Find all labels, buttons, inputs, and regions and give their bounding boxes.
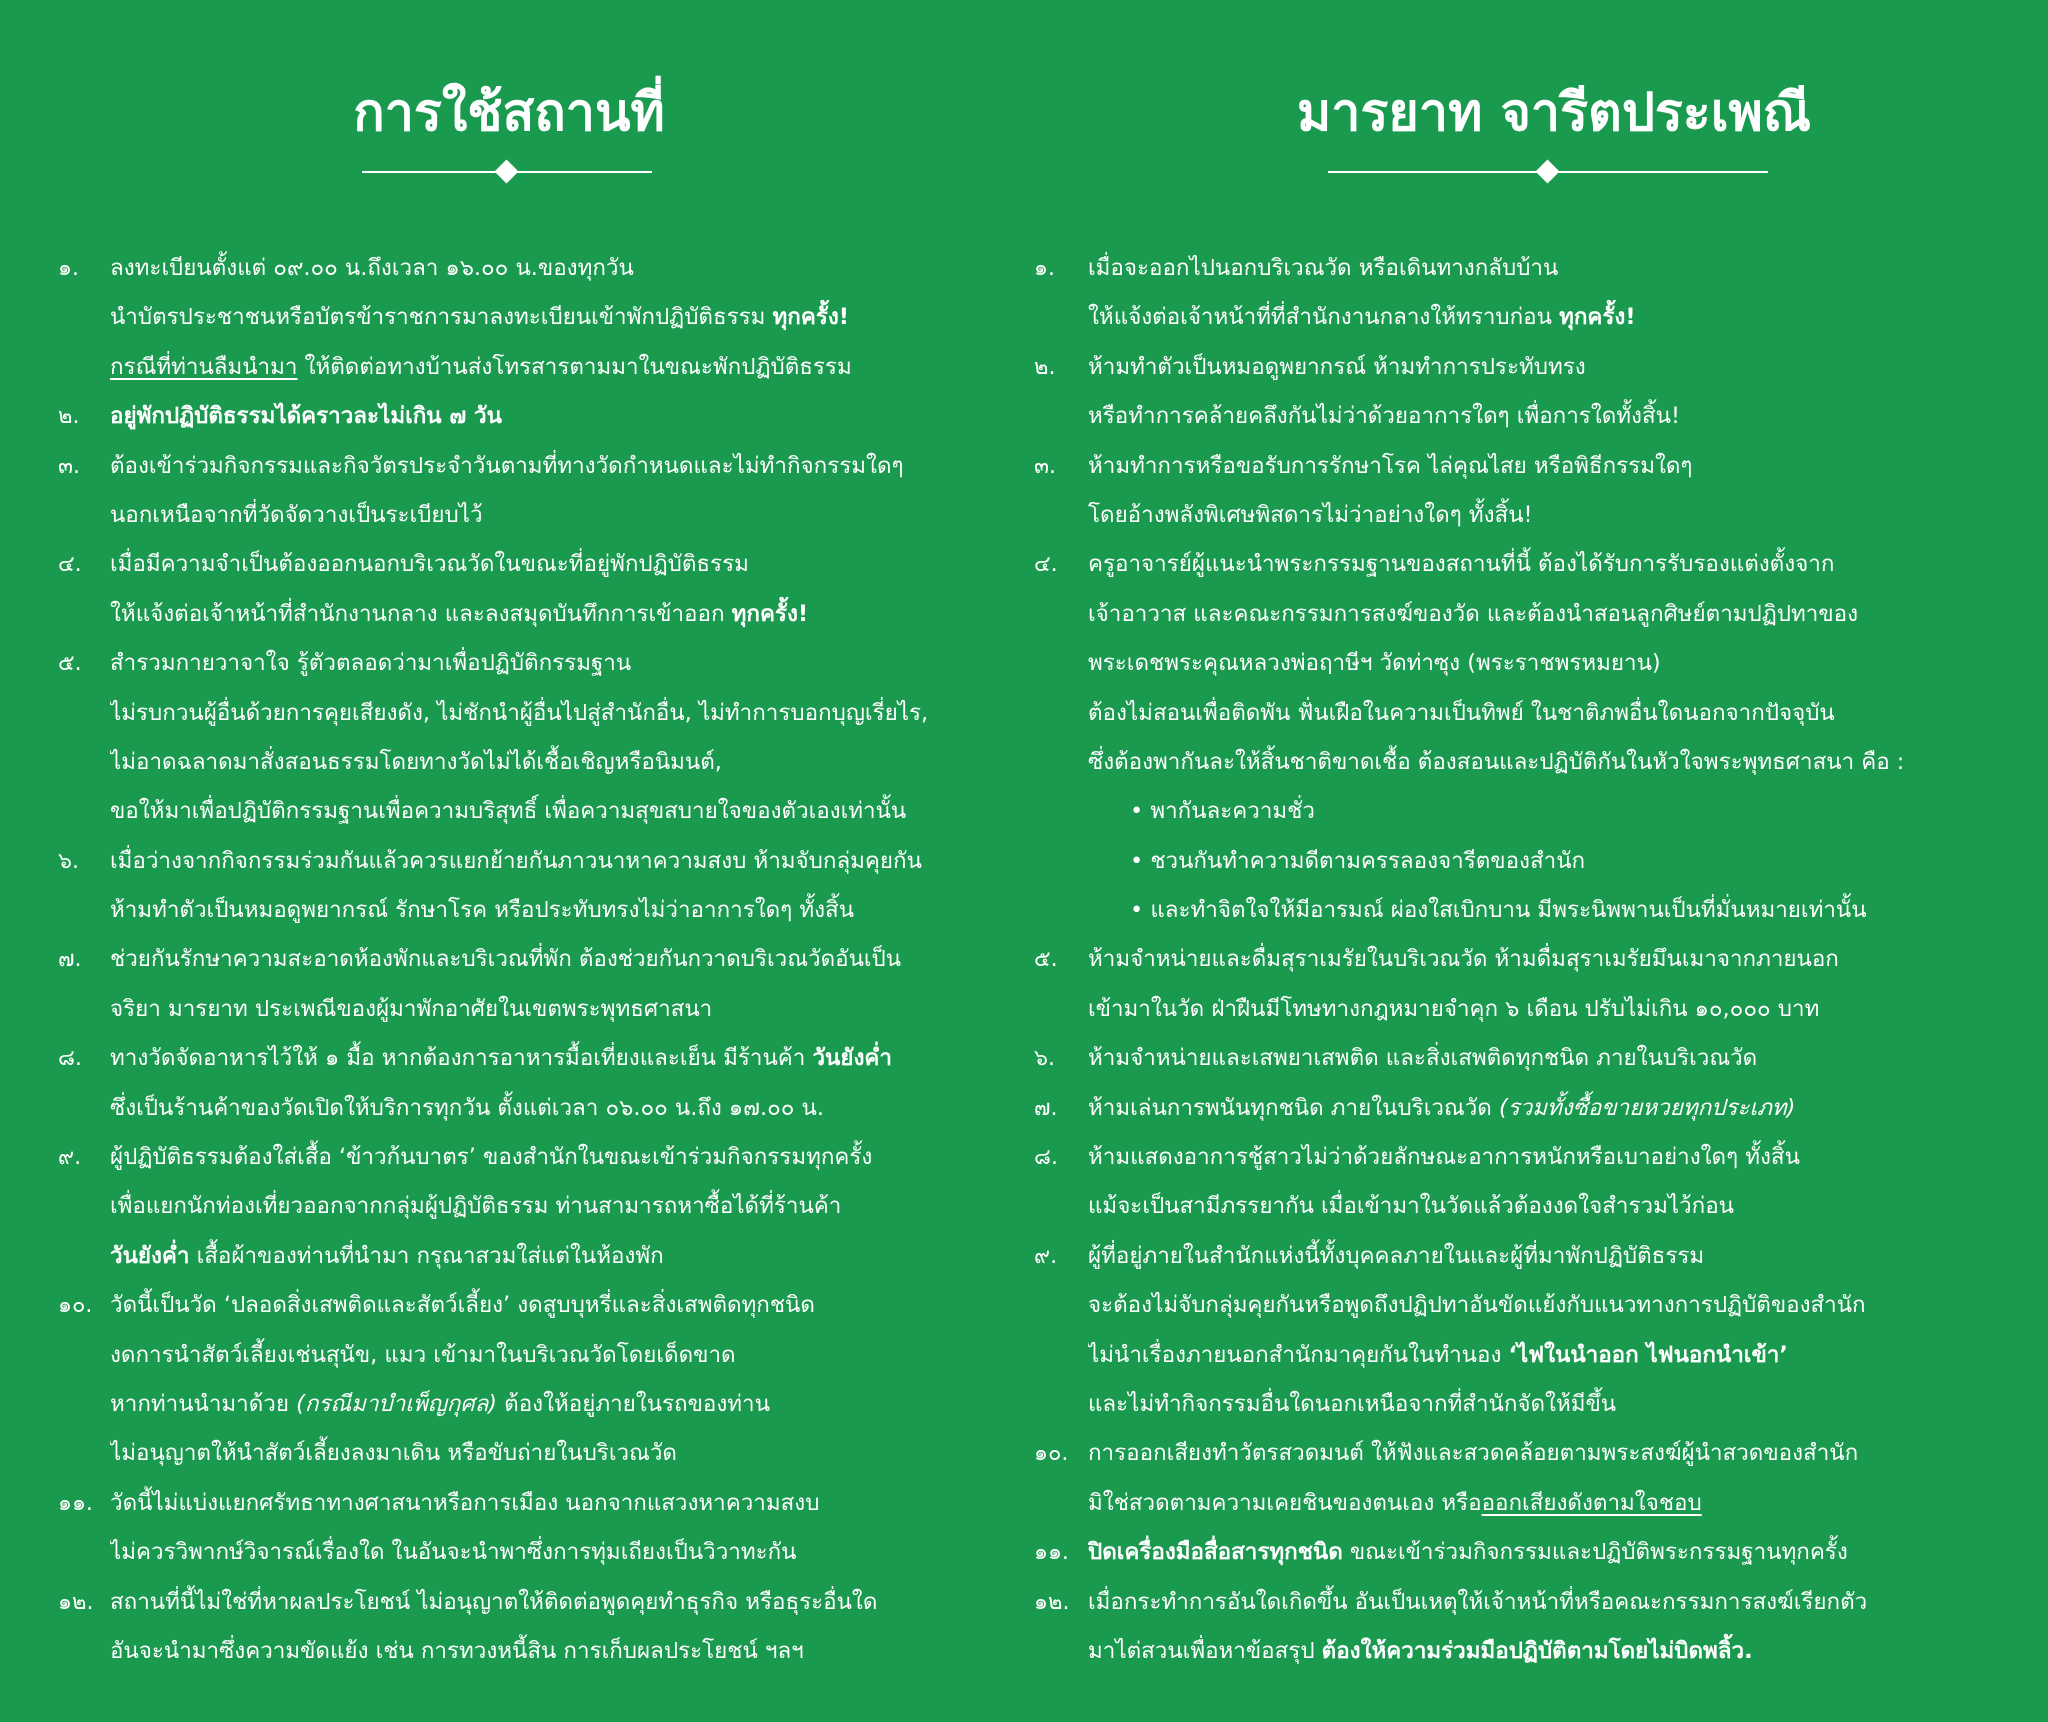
rule-number: ๑. [1034,256,1055,281]
rule-line: เมื่อกระทำการอันใดเกิดขึ้น อันเป็นเหตุให้เจ้าหน้าที่หรือคณะกรรมการสงฆ์เรียกตัว [1088,1588,1868,1615]
rule-line: จริยา มารยาท ประเพณีของผู้มาพักอาศัยในเขตพระพุทธศาสนา [110,995,713,1022]
rule-line: แม้จะเป็นสามีภรรยากัน เมื่อเข้ามาในวัดแล้วต้องงดใจสำรวมไว้ก่อน [1088,1193,1734,1220]
rule-number: ๘. [58,1046,82,1072]
rule-line: งดการนำสัตว์เลี้ยงเช่นสุนัข, แมว เข้ามาในบริเวณวัดโดยเด็ดขาด [110,1341,736,1368]
rule-item [1034,1232,2034,1430]
rule-line: การออกเสียงทำวัตรสวดมนต์ ให้ฟังและสวดคล้อยตามพระสงฆ์ผู้นำสวดของสำนัก [1088,1440,1859,1467]
rule-line: มาไต่สวนเพื่อหาข้อสรุป ต้องให้ความร่วมมือปฏิบัติตามโดยไม่บิดพลิ้ว. [1088,1637,1753,1664]
rule-line: ต้องไม่สอนเพื่อติดพัน ฟั่นเฝือในความเป็นทิพย์ ในชาติภพอื่นใดนอกจากปัจจุบัน [1088,699,1835,726]
rule-line: เข้ามาในวัด ฝ่าฝืนมีโทษทางกฎหมายจำคุก ๖ เดือน ปรับไม่เกิน ๑๐,๐๐๐ บาท [1088,995,1820,1022]
rule-line: เมื่อจะออกไปนอกบริเวณวัด หรือเดินทางกลับบ้าน [1088,255,1559,281]
diamond-icon [494,159,518,183]
rule-number: ๓. [58,453,81,479]
rule-number: ๕. [1034,947,1058,973]
rule-number: ๙. [1034,1243,1058,1269]
rule-number: ๖. [1034,1046,1055,1072]
rule-line: ห้ามทำตัวเป็นหมอดูพยากรณ์ รักษาโรค หรือประทับทรงไม่ว่าอาการใดๆ ทั้งสิ้น [110,897,855,924]
rule-item [1034,442,2034,541]
rule-item [58,1479,1008,1578]
rule-number: ๒. [58,404,80,430]
rule-line: โดยอ้างพลังพิเศษพิสดารไม่ว่าอย่างใดๆ ทั้งสิ้น! [1088,501,1533,528]
section-title-etiquette-tradition: มารยาท จารีตประเพณี [1297,83,1811,143]
rule-line: เมื่อว่างจากกิจกรรมร่วมกันแล้วควรแยกย้ายกันภาวนาหาความสงบ ห้ามจับกลุ่มคุยกัน [110,847,922,874]
rule-item [1034,343,2034,442]
rule-number: ๑๒. [1034,1589,1070,1615]
section-title-place-usage: การใช้สถานที่ [353,83,665,143]
bullet-item: • และทำจิตใจให้มีอารมณ์ ผ่องใสเบิกบาน มีพระนิพพานเป็นที่มั่นหมายเท่านั้น [1088,886,2034,935]
rule-item [58,837,1008,936]
rule-item [58,1034,1008,1133]
rule-line: วันยังค่ำ เสื้อผ้าของท่านที่นำมา กรุณาสวมใส่แต่ในห้องพัก [110,1242,664,1269]
rule-line: ห้ามทำตัวเป็นหมอดูพยากรณ์ ห้ามทำการประทับทรง [1088,353,1586,380]
rule-line: ครูอาจารย์ผู้แนะนำพระกรรมฐานของสถานที่นี้ ต้องได้รับการรับรองแต่งตั้งจาก [1088,551,1835,578]
rule-line: ผู้ปฏิบัติธรรมต้องใส่เสื้อ ‘ข้าวก้นบาตร’ ของสำนักในขณะเข้าร่วมกิจกรรมทุกครั้ง [110,1144,873,1171]
rule-item [58,1578,1008,1677]
rule-line: มิใช่สวดตามความเคยชินของตนเอง หรือออกเสียงดังตามใจชอบ [1088,1489,1702,1516]
rule-line: ห้ามแสดงอาการชู้สาวไม่ว่าด้วยลักษณะอาการหนักหรือเบาอย่างใดๆ ทั้งสิ้น [1088,1144,1800,1171]
rule-number: ๑๒. [58,1589,94,1615]
rule-item [1034,935,2034,1034]
rule-line: ไม่อนุญาตให้นำสัตว์เลี้ยงลงมาเดิน หรือขับถ่ายในบริเวณวัด [110,1440,677,1467]
rule-line: จะต้องไม่จับกลุ่มคุยกันหรือพูดถึงปฏิปทาอันขัดแย้งกับแนวทางการปฏิบัติของสำนัก [1088,1292,1866,1319]
rule-item [1034,1429,2034,1528]
rule-item [1034,1528,2034,1577]
bullet-item: • ชวนกันทำความดีตามครรลองจารีตของสำนัก [1088,837,2034,886]
rule-line: สำรวมกายวาจาใจ รู้ตัวตลอดว่ามาเพื่อปฏิบัติกรรมฐาน [110,650,632,677]
rule-number: ๔. [58,552,82,578]
rule-line: ช่วยกันรักษาความสะอาดห้องพักและบริเวณที่พัก ต้องช่วยกันกวาดบริเวณวัดอันเป็น [110,946,902,973]
rule-number: ๑๐. [1034,1441,1069,1467]
rule-item [58,1281,1008,1479]
rule-number: ๗. [58,947,82,973]
rule-line: ไม่อาดฉลาดมาสั่งสอนธรรมโดยทางวัดไม่ได้เชื้อเชิญหรือนิมนต์, [110,748,722,775]
rule-line: ให้แจ้งต่อเจ้าหน้าที่ที่สำนักงานกลางให้ทราบก่อน ทุกครั้ง! [1088,304,1636,331]
rule-number: ๘. [1034,1145,1058,1171]
title-divider [362,160,652,184]
rule-line: ซึ่งเป็นร้านค้าของวัดเปิดให้บริการทุกวัน ตั้งแต่เวลา ๐๖.๐๐ น.ถึง ๑๗.๐๐ น. [110,1094,824,1121]
rule-line: อันจะนำมาซึ่งความขัดแย้ง เช่น การทวงหนี้สิน การเก็บผลประโยชน์ ฯลฯ [110,1637,804,1664]
rule-item [1034,540,2034,935]
rule-line: หากท่านนำมาด้วย (กรณีมาบำเพ็ญกุศล) ต้องให้อยู่ภายในรถของท่าน [110,1390,770,1417]
rules-list [58,244,1008,1676]
rule-item [58,540,1008,639]
rule-number: ๑๑. [58,1490,93,1516]
rule-line: นำบัตรประชาชนหรือบัตรข้าราชการมาลงทะเบียนเข้าพักปฏิบัติธรรม ทุกครั้ง! [110,304,850,331]
rule-item [58,639,1008,837]
rule-number: ๓. [1034,453,1057,479]
rules-list [1034,244,2034,1676]
diamond-icon [1535,159,1559,183]
rule-line: ห้ามทำการหรือขอรับการรักษาโรค ไล่คุณไสย หรือพิธีกรรมใดๆ [1088,452,1693,479]
rule-item [1034,244,2034,343]
rule-line: นอกเหนือจากที่วัดจัดวางเป็นระเบียบไว้ [110,501,483,528]
rule-item [58,392,1008,441]
bullet-item: • พากันละความชั่ว [1088,787,2034,836]
rule-number: ๑. [58,256,79,281]
rule-number: ๑๑. [1034,1540,1069,1566]
rule-item [58,244,1008,392]
rule-number: ๙. [58,1145,82,1171]
rule-number: ๗. [1034,1095,1058,1121]
rule-number: ๕. [58,651,82,677]
rule-number: ๒. [1034,354,1056,380]
rule-line: เพื่อแยกนักท่องเที่ยวออกจากกลุ่มผู้ปฏิบัติธรรม ท่านสามารถหาซื้อได้ที่ร้านค้า [110,1193,842,1220]
rule-line: เจ้าอาวาส และคณะกรรมการสงฆ์ของวัด และต้องนำสอนลูกศิษย์ตามปฏิปทาของ [1088,600,1859,627]
rule-line: ขอให้มาเพื่อปฏิบัติกรรมฐานเพื่อความบริสุทธิ์ เพื่อความสุขสบายใจของตัวเองเท่านั้น [110,798,907,825]
rule-line: ผู้ที่อยู่ภายในสำนักแห่งนี้ทั้งบุคคลภายในและผู้ที่มาพักปฏิบัติธรรม [1088,1242,1705,1269]
rule-item [58,935,1008,1034]
rule-line: และไม่ทำกิจกรรมอื่นใดนอกเหนือจากที่สำนักจัดให้มีขึ้น [1088,1390,1617,1417]
rule-item [1034,1084,2034,1133]
rule-number: ๔. [1034,552,1058,578]
rule-line: ปิดเครื่องมือสื่อสารทุกชนิด ขณะเข้าร่วมกิจกรรมและปฏิบัติพระกรรมฐานทุกครั้ง [1088,1539,1848,1566]
rule-line: ต้องเข้าร่วมกิจกรรมและกิจวัตรประจำวันตามที่ทางวัดกำหนดและไม่ทำกิจกรรมใดๆ [110,452,904,479]
rule-line: กรณีที่ท่านลืมนำมา ให้ติดต่อทางบ้านส่งโทรสารตามมาในขณะพักปฏิบัติธรรม [110,353,852,380]
rule-line: ไม่นำเรื่องภายนอกสำนักมาคุยกันในทำนอง ‘ไฟในนำออก ไฟนอกนำเข้า’ [1088,1341,1788,1368]
rule-line: ลงทะเบียนตั้งแต่ ๐๙.๐๐ น.ถึงเวลา ๑๖.๐๐ น.ของทุกวัน [110,255,634,281]
rule-number: ๑๐. [58,1293,93,1319]
rule-item [58,442,1008,541]
rule-line: ทางวัดจัดอาหารไว้ให้ ๑ มื้อ หากต้องการอาหารมื้อเที่ยงและเย็น มีร้านค้า วันยังค่ำ [110,1045,892,1072]
rule-line: ไม่ควรวิพากษ์วิจารณ์เรื่องใด ในอันจะนำพาซึ่งการทุ่มเถียงเป็นวิวาทะกัน [110,1539,797,1566]
rule-line: พระเดชพระคุณหลวงพ่อฤาษีฯ วัดท่าซุง (พระราชพรหมยาน) [1088,650,1661,677]
rule-line: ซึ่งต้องพากันละให้สิ้นชาติขาดเชื้อ ต้องสอนและปฏิบัติกันในหัวใจพระพุทธศาสนา คือ : [1088,748,1905,775]
rule-line: สถานที่นี้ไม่ใช่ที่หาผลประโยชน์ ไม่อนุญาตให้ติดต่อพูดคุยทำธุรกิจ หรือธุระอื่นใด [110,1588,878,1615]
rule-line: วัดนี้ไม่แบ่งแยกศรัทธาทางศาสนาหรือการเมือง นอกจากแสวงหาความสงบ [110,1489,820,1516]
title-divider [1328,160,1768,184]
rule-line: ห้ามจำหน่ายและเสพยาเสพติด และสิ่งเสพติดทุกชนิด ภายในบริเวณวัด [1088,1045,1758,1072]
rule-line: วัดนี้เป็นวัด ‘ปลอดสิ่งเสพติดและสัตว์เลี้ยง’ งดสูบบุหรี่และสิ่งเสพติดทุกชนิด [110,1292,815,1319]
rule-item [58,1133,1008,1281]
rule-line: อยู่พักปฏิบัติธรรมได้คราวละไม่เกิน ๗ วัน [110,403,502,430]
rule-line: ไม่รบกวนผู้อื่นด้วยการคุยเสียงดัง, ไม่ชักนำผู้อื่นไปสู่สำนักอื่น, ไม่ทำการบอกบุญเรี่ยไร, [110,699,929,726]
rule-line: ห้ามจำหน่ายและดื่มสุราเมรัยในบริเวณวัด ห้ามดื่มสุราเมรัยมึนเมาจากภายนอก [1088,946,1839,973]
rule-line: หรือทำการคล้ายคลึงกันไม่ว่าด้วยอาการใดๆ เพื่อการใดทั้งสิ้น! [1088,403,1680,430]
rule-item [1034,1578,2034,1677]
rule-number: ๖. [58,848,79,874]
rule-item [1034,1034,2034,1083]
rule-item [1034,1133,2034,1232]
rule-line: ห้ามเล่นการพนันทุกชนิด ภายในบริเวณวัด (รวมทั้งซื้อขายหวยทุกประเภท) [1088,1094,1796,1121]
rule-line: ให้แจ้งต่อเจ้าหน้าที่สำนักงานกลาง และลงสมุดบันทึกการเข้าออก ทุกครั้ง! [110,600,809,627]
rule-line: เมื่อมีความจำเป็นต้องออกนอกบริเวณวัดในขณะที่อยู่พักปฏิบัติธรรม [110,551,749,578]
